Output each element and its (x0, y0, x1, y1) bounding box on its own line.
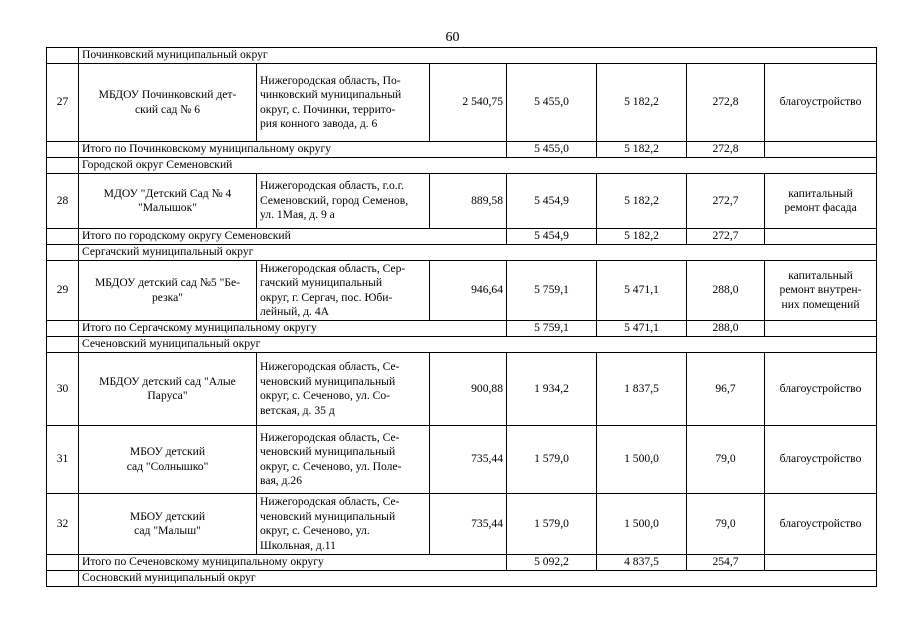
institution-address: Нижегородская область, г.о.г. Семеновский, город Семенов, ул. 1Мая, д. 9 а (257, 174, 430, 229)
regional-amount: 1 837,5 (597, 353, 687, 426)
total-label: Итого по Сергачскому муниципальному округу (79, 321, 507, 337)
table-row (47, 426, 877, 494)
empty-cell (47, 571, 79, 587)
section-row (47, 48, 877, 64)
total-amount: 5 092,2 (507, 555, 597, 571)
regional-amount: 5 182,2 (597, 142, 687, 158)
total-row (47, 142, 877, 158)
regional-amount: 4 837,5 (597, 555, 687, 571)
empty-cell (47, 321, 79, 337)
regional-amount: 5 471,1 (597, 321, 687, 337)
row-number: 28 (47, 174, 79, 229)
local-amount: 79,0 (687, 426, 765, 494)
work-type: капитальный ремонт внутрен- них помещений (765, 261, 877, 321)
work-type: благоустройство (765, 426, 877, 494)
total-label: Итого по Сеченовскому муниципальному округу (79, 555, 507, 571)
total-amount: 5 454,9 (507, 229, 597, 245)
section-row (47, 158, 877, 174)
total-row (47, 555, 877, 571)
institution-name: МДОУ "Детский Сад № 4 "Малышок" (79, 174, 257, 229)
local-amount: 79,0 (687, 494, 765, 555)
local-amount: 288,0 (687, 321, 765, 337)
section-label: Сосновский муниципальный округ (79, 571, 877, 587)
area-value: 735,44 (430, 494, 507, 555)
institution-name: МБОУ детский сад "Солнышко" (79, 426, 257, 494)
table-row (47, 64, 877, 142)
table-row (47, 494, 877, 555)
total-amount: 1 579,0 (507, 494, 597, 555)
regional-amount: 5 182,2 (597, 174, 687, 229)
total-amount: 1 934,2 (507, 353, 597, 426)
table-row (47, 261, 877, 321)
total-amount: 1 579,0 (507, 426, 597, 494)
institution-address: Нижегородская область, Се- ченовский муниципальный округ, с. Сеченово, ул. Со- ветская, д. 35 д (257, 353, 430, 426)
empty-cell (47, 245, 79, 261)
regional-amount: 5 182,2 (597, 229, 687, 245)
local-amount: 272,8 (687, 142, 765, 158)
local-amount: 254,7 (687, 555, 765, 571)
institution-name: МБДОУ детский сад "Алые Паруса" (79, 353, 257, 426)
section-row (47, 337, 877, 353)
section-label: Сергачский муниципальный округ (79, 245, 877, 261)
table-row (47, 174, 877, 229)
institution-name: МБДОУ Починковский дет- ский сад № 6 (79, 64, 257, 142)
section-row (47, 245, 877, 261)
total-label: Итого по городскому округу Семеновский (79, 229, 507, 245)
institution-address: Нижегородская область, По- чинковский муниципальный округ, с. Починки, террито- рия конного завода, д. 6 (257, 64, 430, 142)
local-amount: 272,8 (687, 64, 765, 142)
row-number: 29 (47, 261, 79, 321)
area-value: 2 540,75 (430, 64, 507, 142)
work-type: капитальный ремонт фасада (765, 174, 877, 229)
institution-address: Нижегородская область, Се- ченовский муниципальный округ, с. Сеченово, ул. Поле- вая, д.26 (257, 426, 430, 494)
section-label: Починковский муниципальный округ (79, 48, 877, 64)
empty-cell (765, 555, 877, 571)
institution-address: Нижегородская область, Се- ченовский муниципальный округ, с. Сеченово, ул. Школьная, д.11 (257, 494, 430, 555)
page-number: 60 (445, 30, 460, 45)
regional-amount: 1 500,0 (597, 494, 687, 555)
empty-cell (47, 142, 79, 158)
objects-table (46, 47, 877, 587)
total-row (47, 321, 877, 337)
institution-address: Нижегородская область, Сер- гачский муниципальный округ, г. Сергач, пос. Юби- лейный, д. 4А (257, 261, 430, 321)
regional-amount: 1 500,0 (597, 426, 687, 494)
empty-cell (765, 229, 877, 245)
local-amount: 272,7 (687, 174, 765, 229)
local-amount: 288,0 (687, 261, 765, 321)
row-number: 27 (47, 64, 79, 142)
area-value: 735,44 (430, 426, 507, 494)
total-amount: 5 759,1 (507, 261, 597, 321)
empty-cell (47, 555, 79, 571)
empty-cell (765, 142, 877, 158)
empty-cell (765, 321, 877, 337)
regional-amount: 5 182,2 (597, 64, 687, 142)
local-amount: 272,7 (687, 229, 765, 245)
section-label: Сеченовский муниципальный округ (79, 337, 877, 353)
total-row (47, 229, 877, 245)
empty-cell (47, 229, 79, 245)
empty-cell (47, 48, 79, 64)
work-type: благоустройство (765, 64, 877, 142)
section-label: Городской округ Семеновский (79, 158, 877, 174)
total-amount: 5 455,0 (507, 64, 597, 142)
work-type: благоустройство (765, 494, 877, 555)
table-row (47, 353, 877, 426)
total-amount: 5 455,0 (507, 142, 597, 158)
total-amount: 5 759,1 (507, 321, 597, 337)
section-row (47, 571, 877, 587)
row-number: 30 (47, 353, 79, 426)
empty-cell (47, 337, 79, 353)
work-type: благоустройство (765, 353, 877, 426)
institution-name: МБДОУ детский сад №5 "Бе- резка" (79, 261, 257, 321)
area-value: 946,64 (430, 261, 507, 321)
total-label: Итого по Починковскому муниципальному округу (79, 142, 507, 158)
total-amount: 5 454,9 (507, 174, 597, 229)
institution-name: МБОУ детский сад "Малыш" (79, 494, 257, 555)
regional-amount: 5 471,1 (597, 261, 687, 321)
row-number: 31 (47, 426, 79, 494)
area-value: 889,58 (430, 174, 507, 229)
local-amount: 96,7 (687, 353, 765, 426)
empty-cell (47, 158, 79, 174)
row-number: 32 (47, 494, 79, 555)
area-value: 900,88 (430, 353, 507, 426)
